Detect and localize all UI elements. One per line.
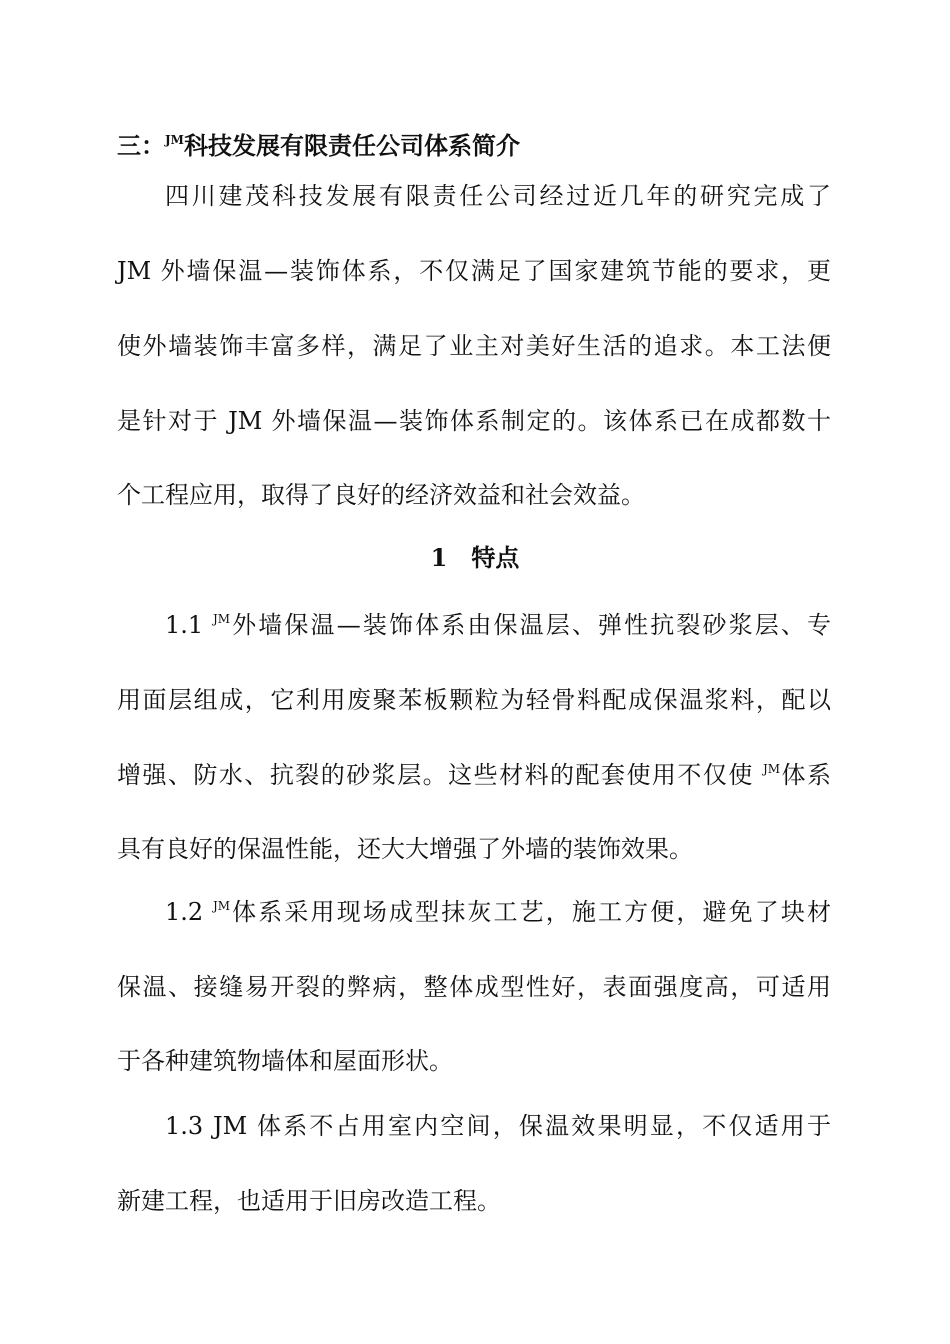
document-heading <box>117 130 520 162</box>
item-1-1-jm-superscript: JM <box>212 612 231 626</box>
item-1-1-text: 外墙保温—装饰体系由保温层、弹性抗裂砂浆层、专 <box>230 611 832 639</box>
heading-jm-superscript: JM <box>165 133 184 147</box>
item-1-1-line-3-jm-superscript: JM <box>762 762 781 776</box>
item-1-1-line-3-text: 增强、防水、抗裂的砂浆层。这些材料的配套使用不仅使 <box>117 761 763 789</box>
item-1-2-number: 1.2 <box>165 898 213 926</box>
intro-line-1: 四川建茂科技发展有限责任公司经过近几年的研究完成了 <box>165 182 831 210</box>
item-1-2-line-2: 保温、接缝易开裂的弊病，整体成型性好，表面强度高，可适用 <box>117 973 831 1001</box>
item-1-1-number: 1.1 <box>165 611 213 639</box>
item-1-1-line-4: 具有良好的保温性能，还大大增强了外墙的装饰效果。 <box>117 835 693 863</box>
intro-line-5: 个工程应用，取得了良好的经济效益和社会效益。 <box>117 481 645 509</box>
item-1-2-jm-superscript: JM <box>212 899 231 913</box>
item-1-2-line-1 <box>165 896 831 928</box>
item-1-1-line-3-tail: 体系 <box>780 761 831 789</box>
item-1-1-line-2: 用面层组成，它利用废聚苯板颗粒为轻骨料配成保温浆料，配以 <box>117 686 831 714</box>
item-1-1-line-1 <box>165 609 831 641</box>
item-1-3-line-1: 1.3 JM 体系不占用室内空间，保温效果明显，不仅适用于 <box>165 1112 831 1140</box>
section-title-features: 1 特点 <box>430 543 520 572</box>
item-1-1-line-3 <box>117 759 831 791</box>
item-1-2-text: 体系采用现场成型抹灰工艺，施工方便，避免了块材 <box>230 898 832 926</box>
intro-line-3: 使外墙装饰丰富多样，满足了业主对美好生活的追求。本工法便 <box>117 332 831 360</box>
item-1-2-line-3: 于各种建筑物墙体和屋面形状。 <box>117 1047 453 1075</box>
intro-line-4: 是针对于 JM 外墙保温—装饰体系制定的。该体系已在成都数十 <box>117 407 831 435</box>
heading-prefix: 三： <box>117 131 165 160</box>
item-1-3-line-2: 新建工程，也适用于旧房改造工程。 <box>117 1187 501 1215</box>
heading-text: 科技发展有限责任公司体系简介 <box>183 131 520 160</box>
intro-line-2: JM 外墙保温—装饰体系，不仅满足了国家建筑节能的要求，更 <box>117 257 831 285</box>
